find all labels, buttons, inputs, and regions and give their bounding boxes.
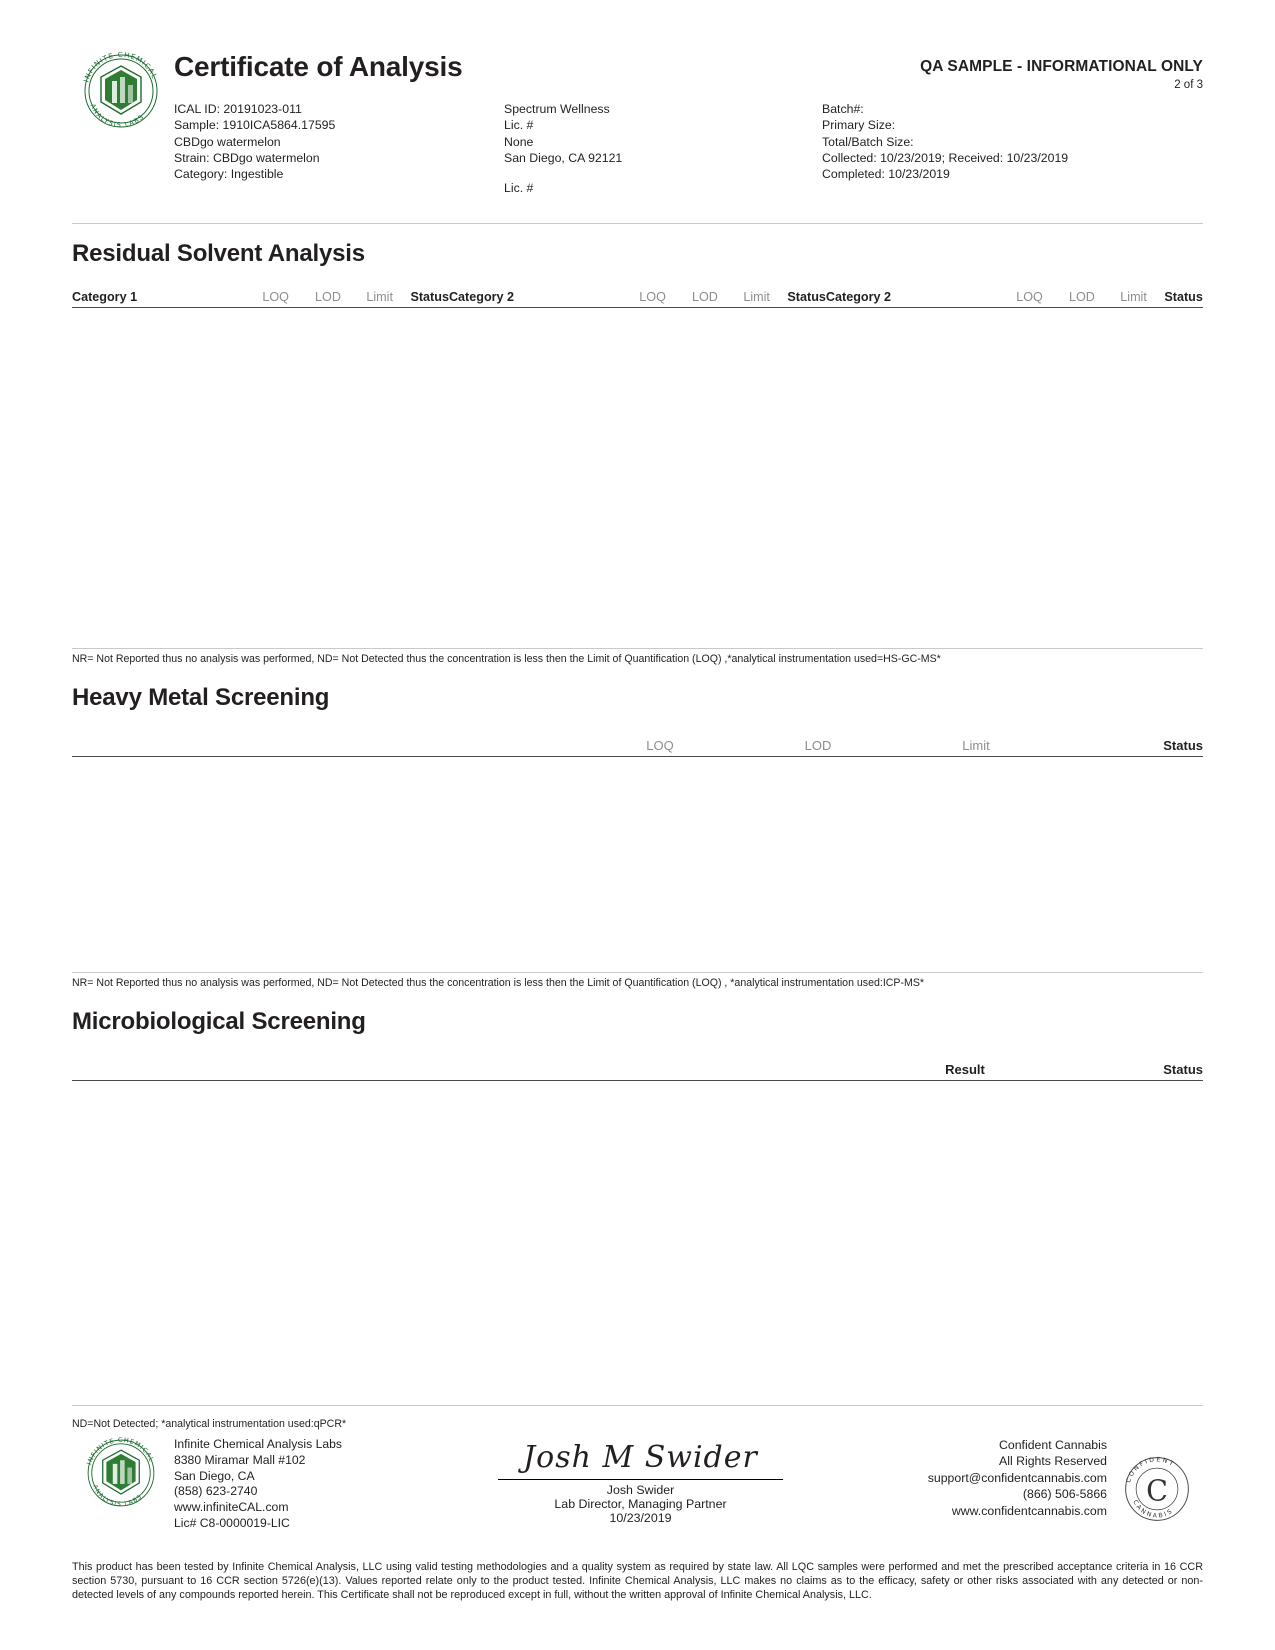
- rs-g3-limit: Limit: [1120, 289, 1147, 304]
- header-divider: [72, 223, 1203, 224]
- lab-logo-container: [72, 52, 170, 130]
- sample-category: Category: Ingestible: [174, 167, 284, 182]
- microbiological-table-header: [72, 1062, 1203, 1077]
- rs-category-2b-label: Category 2: [825, 289, 891, 304]
- sample-metadata: [174, 101, 1203, 197]
- svg-text:ANALYSIS LABS: ANALYSIS LABS: [91, 1483, 144, 1508]
- signature-date: 10/23/2019: [609, 1510, 672, 1525]
- signatory-role: Lab Director, Managing Partner: [554, 1496, 727, 1511]
- rs-g3-loq: LOQ: [1016, 289, 1043, 304]
- signature-line: [498, 1479, 783, 1480]
- rs-g3-status: Status: [1164, 289, 1203, 304]
- residual-solvent-group-3: [826, 290, 1203, 304]
- residual-solvent-footnote: NR= Not Reported thus no analysis was performed, ND= Not Detected thus the concentration is less then the Limit of Quantification (LOQ) ,*analytical instrumentation used=HS-GC-MS*: [72, 652, 941, 665]
- svg-text:CONFIDENT: CONFIDENT: [1125, 1456, 1177, 1484]
- cc-rights: All Rights Reserved: [999, 1454, 1107, 1469]
- microbiological-results-body: [72, 1081, 1203, 1306]
- micro-result: Result: [945, 1061, 985, 1077]
- sample-strain: Strain: CBDgo watermelon: [174, 151, 320, 166]
- rs-g1-loq: LOQ: [262, 289, 289, 304]
- cc-website[interactable]: www.confidentcannabis.com: [951, 1503, 1107, 1518]
- cc-support-email[interactable]: support@confidentcannabis.com: [927, 1470, 1107, 1485]
- document-footer: [72, 1397, 1203, 1532]
- rs-g2-lod: LOD: [692, 289, 718, 304]
- residual-solvent-results-body: [72, 308, 1203, 648]
- svg-text:CANNABIS: CANNABIS: [1131, 1498, 1175, 1520]
- infinite-chemical-analysis-labs-logo: [75, 52, 167, 130]
- batch-info-column: [822, 101, 1203, 197]
- microbiological-footnote: ND=Not Detected; *analytical instrumentation used:qPCR*: [72, 1417, 347, 1430]
- lab-address-line1: 8380 Miramar Mall #102: [174, 1452, 306, 1467]
- confident-cannabis-info: [807, 1437, 1111, 1519]
- client-name: Spectrum Wellness: [504, 102, 610, 116]
- rs-g2-loq: LOQ: [639, 289, 666, 304]
- collected-received-dates: Collected: 10/23/2019; Received: 10/23/2019: [822, 151, 1069, 166]
- heavy-metal-section-title: Heavy Metal Screening: [72, 683, 330, 711]
- signatory-name: Josh Swider: [606, 1482, 675, 1497]
- sample-id: Sample: 1910ICA5864.17595: [174, 118, 336, 133]
- lab-contact-info: [170, 1437, 474, 1532]
- rs-g1-status: Status: [410, 289, 449, 304]
- lab-website[interactable]: www.infiniteCAL.com: [174, 1500, 289, 1515]
- svg-text:INFINITE CHEMICAL: INFINITE CHEMICAL: [82, 52, 159, 84]
- signature-block: [474, 1437, 807, 1525]
- signature-image: Josh M Swider: [523, 1439, 758, 1475]
- rs-g2-limit: Limit: [743, 289, 770, 304]
- completed-date: Completed: 10/23/2019: [822, 167, 950, 182]
- heavy-metal-results-body: [72, 757, 1203, 972]
- lab-license: Lic# C8-0000019-LIC: [174, 1516, 290, 1531]
- legal-disclaimer: This product has been tested by Infinite Chemical Analysis, LLC using valid testing methodologies and a quality system as required by state law. All LQC samples were performed and met the prescribed acceptance criteria in 16 CCR section 5730, pursuant to 16 CCR section 5726(e)(13). Values reported relate only to the product tested. Infinite Chemical Analysis, LLC makes no claims as to the efficacy, safety or other risks associated with any detected or non-detected levels of any compounds reported herein. This Certificate shall not be reproduced except in full, without the written approval of Infinite Chemical Analysis, LLC.: [72, 1560, 1203, 1601]
- total-batch-size: Total/Batch Size:: [822, 134, 914, 149]
- header-main: [170, 52, 1203, 197]
- infinite-chemical-analysis-labs-logo-footer: [79, 1437, 163, 1509]
- cc-name: Confident Cannabis: [998, 1437, 1107, 1452]
- batch-number: Batch#:: [822, 102, 864, 116]
- client-info-column: [504, 101, 822, 197]
- client-address: San Diego, CA 92121: [504, 151, 623, 166]
- rs-category-2a-label: Category 2: [448, 289, 515, 304]
- document-header: [72, 0, 1203, 197]
- footer-columns: [72, 1437, 1203, 1532]
- title-row: [174, 52, 1203, 91]
- hm-status: Status: [1163, 737, 1203, 753]
- cc-phone: (866) 506-5866: [1022, 1487, 1107, 1502]
- client-license-secondary: Lic. #: [504, 181, 534, 196]
- sample-product-name: CBDgo watermelon: [174, 134, 281, 149]
- primary-size: Primary Size:: [822, 118, 896, 133]
- heavy-metal-table-header: [72, 738, 1203, 753]
- rs-category-1-label: Category 1: [72, 289, 138, 304]
- hm-limit: Limit: [962, 737, 990, 753]
- sample-ical-id: ICAL ID: 20191023-011: [174, 102, 302, 116]
- client-license-label: Lic. #: [504, 118, 534, 133]
- confident-cannabis-seal-icon: [1119, 1451, 1195, 1527]
- page-title: Certificate of Analysis: [174, 51, 463, 82]
- microbiological-section-title: Microbiological Screening: [72, 1007, 366, 1035]
- confident-cannabis-seal-container: [1111, 1437, 1203, 1527]
- residual-solvent-table-header: [72, 290, 1203, 304]
- microbiological-footnote-divider: [72, 1405, 1203, 1406]
- lab-address-line2: San Diego, CA: [174, 1468, 255, 1483]
- qa-banner-block: [920, 52, 1203, 91]
- hm-loq: LOQ: [646, 737, 674, 753]
- client-license-value: None: [504, 134, 534, 149]
- lab-phone: (858) 623-2740: [174, 1484, 258, 1499]
- footer-logo-container: [72, 1437, 170, 1509]
- residual-solvent-group-1: [72, 290, 449, 304]
- qa-sample-banner: QA SAMPLE - INFORMATIONAL ONLY: [920, 58, 1203, 75]
- rs-g1-lod: LOD: [315, 289, 341, 304]
- hm-lod: LOD: [804, 737, 832, 753]
- micro-status: Status: [1163, 1061, 1203, 1077]
- rs-g1-limit: Limit: [366, 289, 393, 304]
- rs-g3-lod: LOD: [1068, 289, 1095, 304]
- lab-name: Infinite Chemical Analysis Labs: [174, 1436, 342, 1451]
- heavy-metal-footnote: NR= Not Reported thus no analysis was performed, ND= Not Detected thus the concentration is less then the Limit of Quantification (LOQ) , *analytical instrumentation used:ICP-MS*: [72, 976, 925, 989]
- svg-text:C: C: [1146, 1474, 1168, 1508]
- svg-text:ANALYSIS LABS: ANALYSIS LABS: [88, 102, 146, 130]
- residual-solvent-section-title: Residual Solvent Analysis: [72, 239, 365, 267]
- svg-text:INFINITE CHEMICAL: INFINITE CHEMICAL: [85, 1436, 156, 1466]
- page-indicator: 2 of 3: [1174, 79, 1203, 91]
- rs-g2-status: Status: [787, 289, 826, 304]
- sample-info-column: [174, 101, 504, 197]
- client-spacer: [504, 166, 822, 180]
- residual-solvent-group-2: [449, 290, 826, 304]
